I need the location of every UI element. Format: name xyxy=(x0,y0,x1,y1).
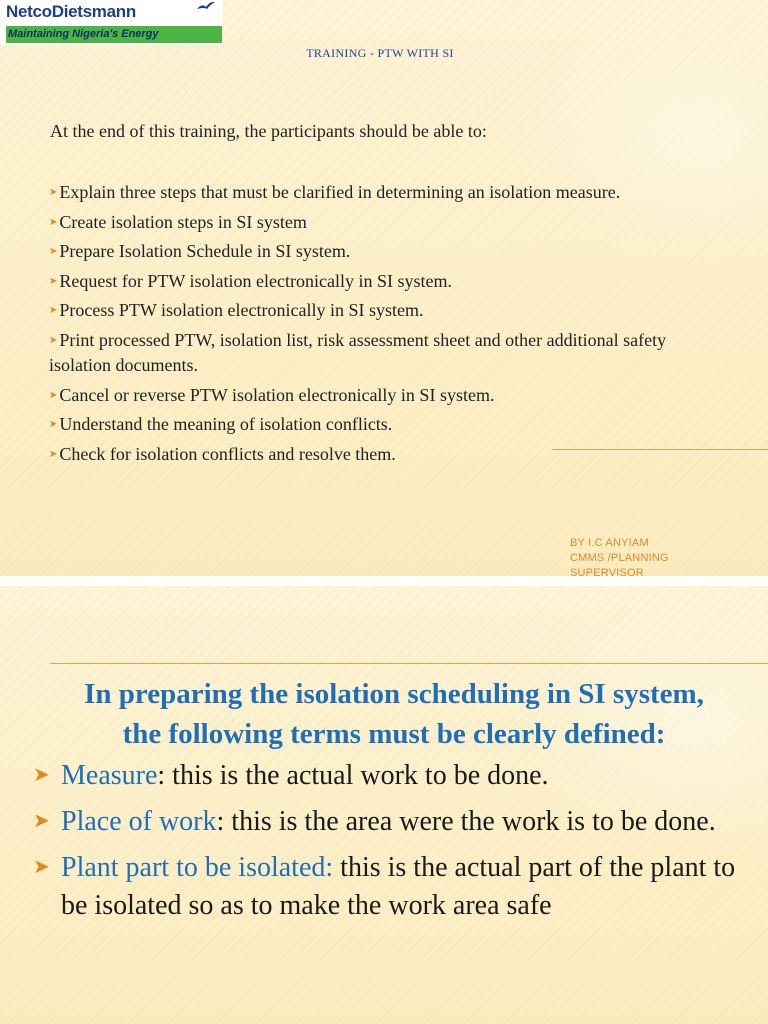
logo-tagline: Maintaining Nigeria's Energy xyxy=(8,28,159,40)
chevron-right-icon: ➤ xyxy=(49,448,58,460)
list-item: ➤ Prepare Isolation Schedule in SI system. xyxy=(49,241,351,261)
list-item: ➤ Create isolation steps in SI system xyxy=(49,211,307,232)
list-item xyxy=(33,803,758,841)
term: Plant part to be isolated: xyxy=(61,852,334,883)
definition: this is the actual part of the plant to be isolated so as to make the work area safe xyxy=(61,852,736,921)
list-item: ➤ Cancel or reverse PTW isolation electronically in SI system. xyxy=(49,384,495,405)
terms-list xyxy=(33,757,758,933)
chevron-right-icon: ➤ xyxy=(49,305,58,316)
chevron-right-icon: ➤ xyxy=(49,334,58,346)
intro-text: At the end of this training, the participants should be able to: xyxy=(50,121,487,141)
slide-gap xyxy=(0,576,768,586)
chevron-right-icon: ➤ xyxy=(49,187,58,198)
author-credit xyxy=(570,536,669,576)
chevron-right-icon: ➤ xyxy=(49,216,58,228)
term: Place of work xyxy=(61,806,217,837)
slide-heading xyxy=(20,674,768,754)
chevron-right-icon: ➤ xyxy=(33,854,50,878)
list-item: ➤ Explain three steps that must be clarified in determining an isolation measure. xyxy=(49,182,621,202)
author-line: BY I.C ANYIAM xyxy=(570,537,649,549)
chevron-right-icon: ➤ xyxy=(49,389,58,401)
logo-name: NetcoDietsmann xyxy=(6,2,136,21)
slide-definitions xyxy=(0,586,768,1024)
list-item: ➤ Understand the meaning of isolation conflicts. xyxy=(49,414,393,434)
definition: : this is the area were the work is to be done. xyxy=(216,806,716,837)
heading-line: In preparing the isolation scheduling in SI system, xyxy=(84,678,704,710)
chevron-right-icon: ➤ xyxy=(49,275,58,287)
list-item xyxy=(33,849,758,925)
definition: : this is the actual work to be done. xyxy=(157,760,549,791)
chevron-right-icon: ➤ xyxy=(49,246,58,257)
slide-title: TRAINING - PTW WITH SI xyxy=(306,46,454,60)
chevron-right-icon: ➤ xyxy=(33,808,50,832)
list-item xyxy=(33,757,758,795)
bird-icon xyxy=(196,1,216,13)
author-line: CMMS /PLANNING xyxy=(570,552,669,564)
list-item: ➤ Request for PTW isolation electronically in SI system. xyxy=(49,270,452,291)
objectives-list xyxy=(49,180,689,471)
company-logo xyxy=(0,0,223,45)
list-item: ➤ Print processed PTW, isolation list, risk assessment sheet and other additional safety isolation documents. xyxy=(49,329,667,375)
chevron-right-icon: ➤ xyxy=(33,762,50,786)
divider xyxy=(552,449,768,450)
term: Measure xyxy=(61,760,158,791)
divider xyxy=(50,663,768,664)
heading-line: the following terms must be clearly defined: xyxy=(122,718,666,750)
list-item: ➤ Process PTW isolation electronically in SI system. xyxy=(49,300,424,320)
chevron-right-icon: ➤ xyxy=(49,419,58,430)
list-item: ➤ Check for isolation conflicts and resolve them. xyxy=(49,443,396,464)
author-line: SUPERVISOR xyxy=(570,567,644,576)
